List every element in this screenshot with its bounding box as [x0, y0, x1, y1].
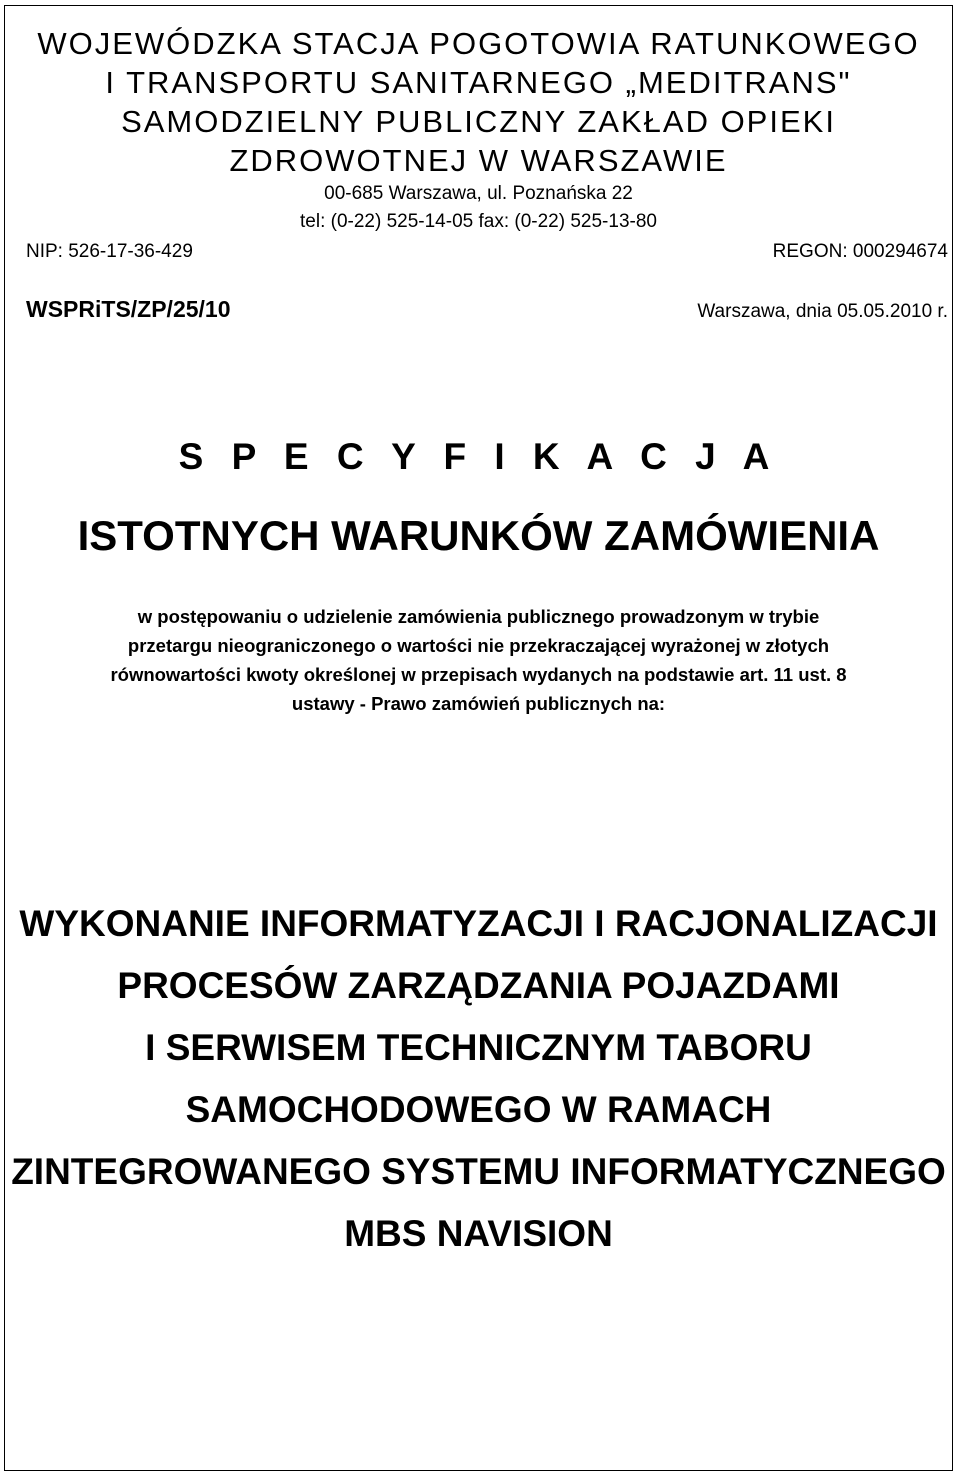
contract-subject-line-5: ZINTEGROWANEGO SYSTEMU INFORMATYCZNEGO	[11, 1151, 946, 1192]
nip-number: NIP: 526-17-36-429	[26, 241, 193, 262]
document-subtitle: ISTOTNYCH WARUNKÓW ZAMÓWIENIA	[77, 512, 880, 559]
institution-name-line-3: SAMODZIELNY PUBLICZNY ZAKŁAD OPIEKI	[121, 104, 836, 139]
contract-subject-line-2: PROCESÓW ZARZĄDZANIA POJAZDAMI	[117, 965, 840, 1006]
procedure-description-line-1: w postępowaniu o udzielenie zamówienia publicznego prowadzonym w trybie	[137, 606, 820, 627]
procedure-description-line-4: ustawy - Prawo zamówień publicznych na:	[291, 693, 666, 714]
institution-name-line-2: I TRANSPORTU SANITARNEGO „MEDITRANS"	[105, 65, 852, 100]
institution-phone-fax: tel: (0-22) 525-14-05 fax: (0-22) 525-13-80	[300, 211, 657, 232]
document-date: Warszawa, dnia 05.05.2010 r.	[697, 301, 948, 322]
contract-subject-line-6: MBS NAVISION	[344, 1213, 613, 1254]
institution-name-line-4: ZDROWOTNEJ W WARSZAWIE	[229, 143, 728, 178]
procedure-description-line-2: przetargu nieograniczonego o wartości nie przekraczającej wyrażonej w złotych	[127, 635, 830, 656]
contract-subject-line-3: I SERWISEM TECHNICZNYM TABORU	[145, 1027, 812, 1068]
document-title: S P E C Y F I K A C J A	[178, 436, 779, 477]
procedure-description	[24, 602, 933, 718]
institution-address: 00-685 Warszawa, ul. Poznańska 22	[324, 183, 633, 204]
institution-name-line-1: WOJEWÓDZKA STACJA POGOTOWIA RATUNKOWEGO	[37, 26, 920, 61]
regon-number: REGON: 000294674	[772, 241, 948, 262]
contract-subject-line-4: SAMOCHODOWEGO W RAMACH	[185, 1089, 772, 1130]
contract-subject	[4, 893, 953, 1265]
institution-header	[4, 24, 953, 236]
reference-number: WSPRiTS/ZP/25/10	[26, 296, 231, 322]
procedure-description-line-3: równowartości kwoty określonej w przepisach wydanych na podstawie art. 11 ust. 8	[110, 664, 847, 685]
contract-subject-line-1: WYKONANIE INFORMATYZACJI I RACJONALIZACJI	[19, 903, 938, 944]
